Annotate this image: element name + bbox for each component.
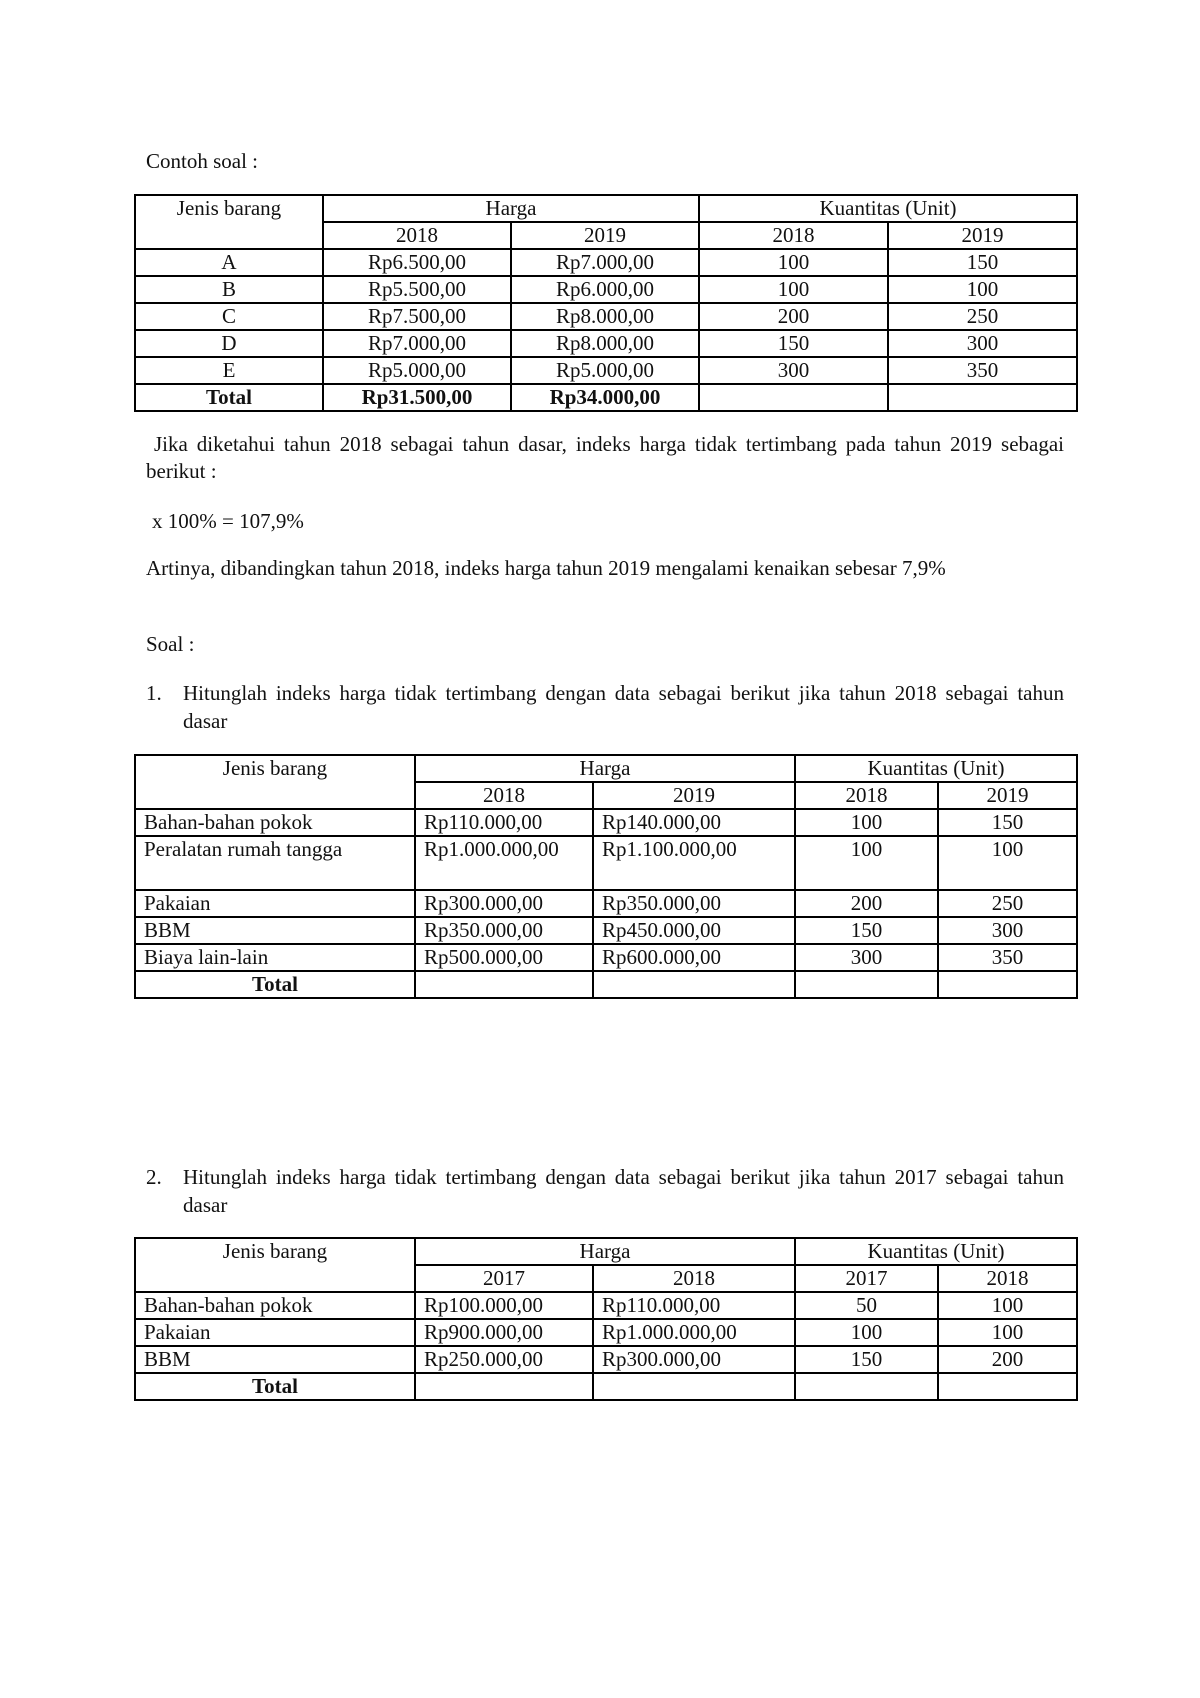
header-kuantitas: Kuantitas (Unit) xyxy=(795,1238,1077,1265)
table-total-row xyxy=(135,1373,1077,1400)
header-jenis-barang: Jenis barang xyxy=(135,755,415,809)
cell: Rp6.500,00 xyxy=(323,249,511,276)
example-table xyxy=(134,194,1078,412)
header-year: 2019 xyxy=(938,782,1077,809)
cell: 200 xyxy=(938,1346,1077,1373)
cell: Rp5.000,00 xyxy=(323,357,511,384)
table-header-row xyxy=(135,1238,1077,1265)
total-cell xyxy=(795,1373,938,1400)
cell: Rp7.500,00 xyxy=(323,303,511,330)
cell: Rp110.000,00 xyxy=(593,1292,795,1319)
soal-label: Soal : xyxy=(146,632,195,656)
cell: Rp1.000.000,00 xyxy=(415,836,593,890)
formula-text: x 100% = 107,9% xyxy=(152,509,304,533)
total-cell xyxy=(938,971,1077,998)
total-cell xyxy=(888,384,1077,411)
header-year: 2018 xyxy=(795,782,938,809)
total-cell xyxy=(415,971,593,998)
cell: Biaya lain-lain xyxy=(135,944,415,971)
cell: Rp1.100.000,00 xyxy=(593,836,795,890)
table-row xyxy=(135,944,1077,971)
cell: 350 xyxy=(888,357,1077,384)
cell: Rp140.000,00 xyxy=(593,809,795,836)
header-harga: Harga xyxy=(415,755,795,782)
cell: Rp500.000,00 xyxy=(415,944,593,971)
table-header-row xyxy=(135,755,1077,782)
table-row xyxy=(135,836,1077,890)
header-kuantitas: Kuantitas (Unit) xyxy=(795,755,1077,782)
table-row xyxy=(135,249,1077,276)
cell: Rp100.000,00 xyxy=(415,1292,593,1319)
cell: Rp350.000,00 xyxy=(415,917,593,944)
intro-label: Contoh soal : xyxy=(146,149,259,173)
cell: 150 xyxy=(699,330,888,357)
table-row xyxy=(135,303,1077,330)
header-kuantitas: Kuantitas (Unit) xyxy=(699,195,1077,222)
question-2-text: Hitunglah indeks harga tidak tertimbang dengan data sebagai berikut jika tahun 2017 sebagai tahun dasar xyxy=(183,1165,1064,1217)
cell: 300 xyxy=(795,944,938,971)
table-row xyxy=(135,890,1077,917)
total-cell: Rp34.000,00 xyxy=(511,384,699,411)
cell: B xyxy=(135,276,323,303)
cell: 350 xyxy=(938,944,1077,971)
cell: Pakaian xyxy=(135,1319,415,1346)
total-cell xyxy=(593,971,795,998)
header-year: 2019 xyxy=(593,782,795,809)
cell: Rp900.000,00 xyxy=(415,1319,593,1346)
cell: 150 xyxy=(888,249,1077,276)
cell: 150 xyxy=(795,1346,938,1373)
cell: Rp250.000,00 xyxy=(415,1346,593,1373)
header-year: 2018 xyxy=(938,1265,1077,1292)
cell: 250 xyxy=(938,890,1077,917)
cell: Rp7.000,00 xyxy=(511,249,699,276)
cell: E xyxy=(135,357,323,384)
cell: 150 xyxy=(795,917,938,944)
cell: 100 xyxy=(795,1319,938,1346)
header-year: 2019 xyxy=(511,222,699,249)
cell: 100 xyxy=(938,836,1077,890)
table-row xyxy=(135,276,1077,303)
cell: 300 xyxy=(888,330,1077,357)
total-label: Total xyxy=(135,384,323,411)
total-cell xyxy=(415,1373,593,1400)
explanation-text: Jika diketahui tahun 2018 sebagai tahun dasar, indeks harga tidak tertimbang pada tahun 2019 sebagai berikut : xyxy=(146,432,1064,483)
cell: 50 xyxy=(795,1292,938,1319)
question-1-text: Hitunglah indeks harga tidak tertimbang dengan data sebagai berikut jika tahun 2018 sebagai tahun dasar xyxy=(183,681,1064,733)
header-harga: Harga xyxy=(323,195,699,222)
cell: Rp1.000.000,00 xyxy=(593,1319,795,1346)
cell: 300 xyxy=(938,917,1077,944)
cell: Rp7.000,00 xyxy=(323,330,511,357)
cell: Rp6.000,00 xyxy=(511,276,699,303)
total-label: Total xyxy=(135,971,415,998)
cell: A xyxy=(135,249,323,276)
cell: 100 xyxy=(699,276,888,303)
cell: Rp350.000,00 xyxy=(593,890,795,917)
cell: 100 xyxy=(888,276,1077,303)
question-number: 1. xyxy=(146,681,162,705)
header-year: 2018 xyxy=(699,222,888,249)
conclusion-text: Artinya, dibandingkan tahun 2018, indeks harga tahun 2019 mengalami kenaikan sebesar 7,9% xyxy=(146,556,946,580)
cell: 100 xyxy=(795,809,938,836)
cell: Rp110.000,00 xyxy=(415,809,593,836)
cell: Rp450.000,00 xyxy=(593,917,795,944)
header-year: 2019 xyxy=(888,222,1077,249)
header-year: 2018 xyxy=(415,782,593,809)
cell: Peralatan rumah tangga xyxy=(135,836,415,890)
cell: 100 xyxy=(795,836,938,890)
cell: Pakaian xyxy=(135,890,415,917)
header-harga: Harga xyxy=(415,1238,795,1265)
cell: Rp600.000,00 xyxy=(593,944,795,971)
cell: 100 xyxy=(938,1292,1077,1319)
question-number: 2. xyxy=(146,1165,162,1189)
table-header-row xyxy=(135,195,1077,222)
table-row xyxy=(135,1346,1077,1373)
table-row xyxy=(135,809,1077,836)
cell: Rp8.000,00 xyxy=(511,330,699,357)
table-row xyxy=(135,1319,1077,1346)
header-year: 2017 xyxy=(795,1265,938,1292)
cell: 100 xyxy=(699,249,888,276)
table-row xyxy=(135,330,1077,357)
cell: C xyxy=(135,303,323,330)
header-year: 2018 xyxy=(323,222,511,249)
cell: Rp8.000,00 xyxy=(511,303,699,330)
table-row xyxy=(135,1292,1077,1319)
cell: 200 xyxy=(795,890,938,917)
total-cell: Rp31.500,00 xyxy=(323,384,511,411)
table-total-row xyxy=(135,384,1077,411)
total-cell xyxy=(795,971,938,998)
header-year: 2017 xyxy=(415,1265,593,1292)
cell: Rp300.000,00 xyxy=(415,890,593,917)
total-cell xyxy=(699,384,888,411)
cell: Rp5.500,00 xyxy=(323,276,511,303)
cell: Bahan-bahan pokok xyxy=(135,809,415,836)
header-year: 2018 xyxy=(593,1265,795,1292)
cell: 300 xyxy=(699,357,888,384)
header-jenis-barang: Jenis barang xyxy=(135,1238,415,1292)
table-row xyxy=(135,917,1077,944)
total-cell xyxy=(593,1373,795,1400)
question-1-table xyxy=(134,754,1078,999)
cell: Rp5.000,00 xyxy=(511,357,699,384)
table-row xyxy=(135,357,1077,384)
cell: 250 xyxy=(888,303,1077,330)
cell: BBM xyxy=(135,1346,415,1373)
cell: 100 xyxy=(938,1319,1077,1346)
cell: 150 xyxy=(938,809,1077,836)
cell: Rp300.000,00 xyxy=(593,1346,795,1373)
table-total-row xyxy=(135,971,1077,998)
cell: D xyxy=(135,330,323,357)
cell: Bahan-bahan pokok xyxy=(135,1292,415,1319)
cell: BBM xyxy=(135,917,415,944)
question-2-table xyxy=(134,1237,1078,1401)
header-jenis-barang: Jenis barang xyxy=(135,195,323,249)
cell: 200 xyxy=(699,303,888,330)
total-label: Total xyxy=(135,1373,415,1400)
total-cell xyxy=(938,1373,1077,1400)
